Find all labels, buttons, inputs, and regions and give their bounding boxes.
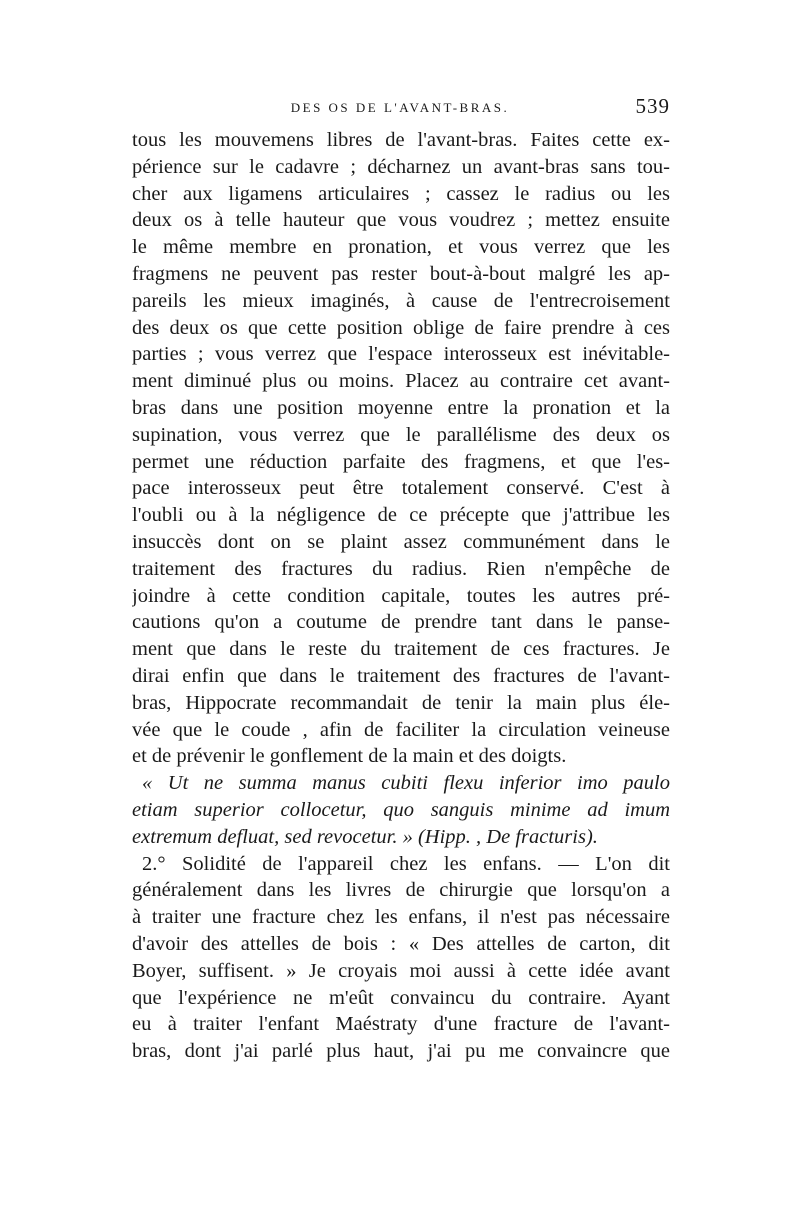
text-line: cher aux ligamens articulaires ; cassez le radius ou les	[132, 182, 670, 205]
text-line: pace interosseux peut être totalement conservé. C'est à	[132, 477, 670, 500]
text-line: à traiter une fracture chez les enfans, il n'est pas nécessaire	[132, 906, 670, 929]
text-line: joindre à cette condition capitale, toutes les autres pré-	[132, 584, 670, 607]
text-line: ment que dans le reste du traitement de ces fractures. Je	[132, 638, 670, 661]
text-line: cautions qu'on a coutume de prendre tant dans le panse-	[132, 611, 670, 634]
text-line: bras, dont j'ai parlé plus haut, j'ai pu me convaincre que	[132, 1040, 670, 1063]
text-line: parties ; vous verrez que l'espace interosseux est inévitable-	[132, 343, 670, 366]
latin-quote-line: etiam superior collocetur, quo sanguis minime ad imum	[132, 798, 670, 821]
text-line: le même membre en pronation, et vous verrez que les	[132, 236, 670, 259]
text-line: d'avoir des attelles de bois : « Des attelles de carton, dit	[132, 932, 670, 955]
text-line: eu à traiter l'enfant Maéstraty d'une fracture de l'avant-	[132, 1013, 670, 1036]
text-line: dirai enfin que dans le traitement des fractures de l'avant-	[132, 664, 670, 687]
text-line: pareils les mieux imaginés, à cause de l'entrecroisement	[132, 289, 670, 312]
running-title: DES OS DE L'AVANT-BRAS.	[290, 100, 510, 115]
text-line: supination, vous verrez que le parallélisme des deux os	[132, 423, 670, 446]
text-line: Boyer, suffisent. » Je croyais moi aussi à cette idée avant	[132, 959, 670, 982]
text-line: permet une réduction parfaite des fragmens, et que l'es-	[132, 450, 670, 473]
text-line: deux os à telle hauteur que vous voudrez ; mettez ensuite	[132, 209, 670, 232]
section-heading-line: 2.° Solidité de l'appareil chez les enfans. — L'on dit	[142, 852, 670, 875]
text-line: que l'expérience ne m'eût convaincu du contraire. Ayant	[132, 986, 670, 1009]
text-line: des deux os que cette position oblige de faire prendre à ces	[132, 316, 670, 339]
page-number: 539	[635, 94, 670, 118]
text-line: et de prévenir le gonflement de la main et des doigts.	[132, 745, 567, 768]
text-line: ment diminué plus ou moins. Placez au contraire cet avant-	[132, 370, 670, 393]
text-line: fragmens ne peuvent pas rester bout-à-bout malgré les ap-	[132, 262, 670, 285]
text-line: tous les mouvemens libres de l'avant-bras. Faites cette ex-	[132, 129, 670, 151]
text-line: l'oubli ou à la négligence de ce précepte que j'attribue les	[132, 504, 670, 527]
text-line: périence sur le cadavre ; décharnez un avant-bras sans tou-	[132, 155, 670, 178]
text-line: insuccès dont on se plaint assez communément dans le	[132, 530, 670, 553]
latin-quote-line: « Ut ne summa manus cubiti flexu inferior imo paulo	[142, 772, 670, 795]
text-line: généralement dans les livres de chirurgie que lorsqu'on a	[132, 879, 670, 902]
text-line: bras, Hippocrate recommandait de tenir la main plus éle-	[132, 691, 670, 714]
running-head	[130, 94, 670, 124]
text-line: vée que le coude , afin de faciliter la circulation veineuse	[132, 718, 670, 741]
text-line: bras dans une position moyenne entre la pronation et la	[132, 396, 670, 419]
text-line: traitement des fractures du radius. Rien n'empêche de	[132, 557, 670, 580]
latin-quote-line: extremum defluat, sed revocetur. » (Hipp. , De fracturis).	[132, 825, 598, 848]
body-text	[132, 127, 670, 1065]
